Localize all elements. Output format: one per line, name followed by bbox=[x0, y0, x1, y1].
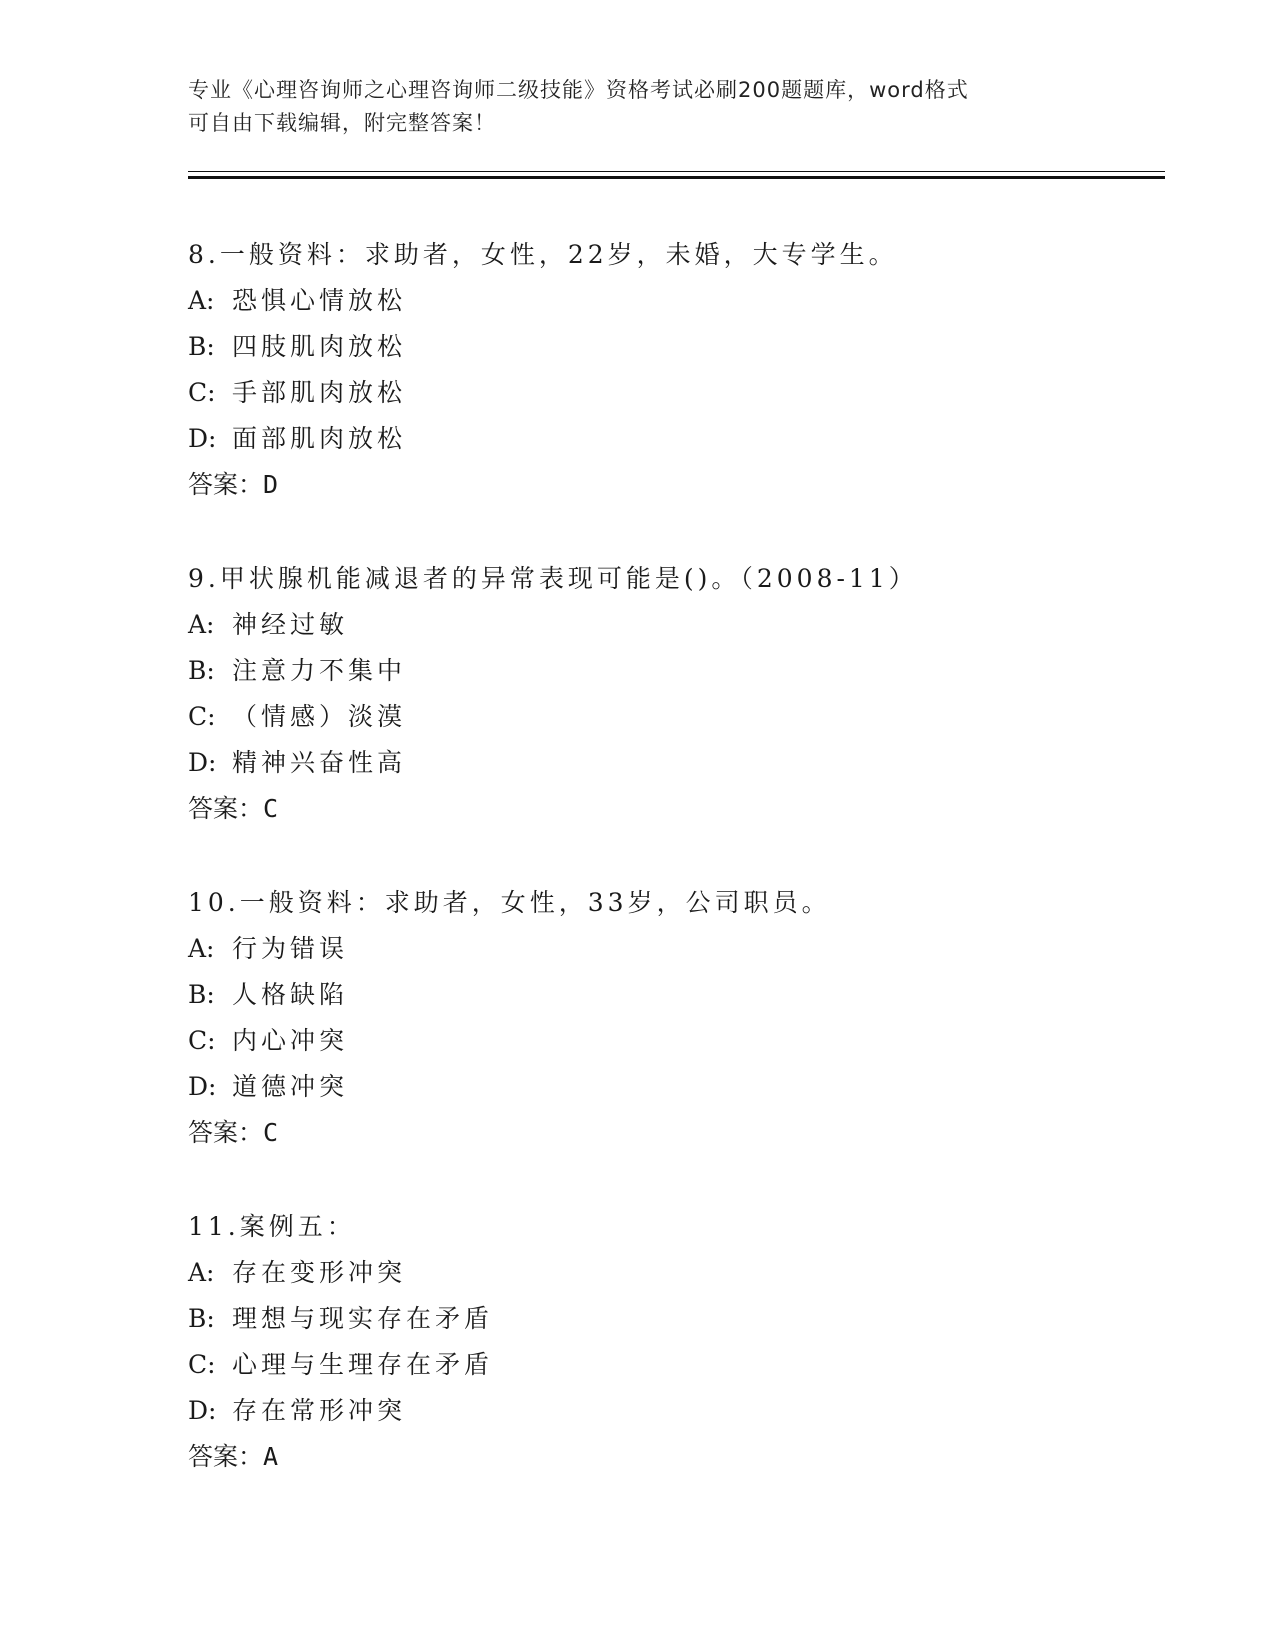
question-list bbox=[188, 238, 1168, 1534]
option-a bbox=[188, 932, 1168, 978]
question-11 bbox=[188, 1210, 1168, 1486]
option-d bbox=[188, 746, 1168, 792]
option-text: 行为错误 bbox=[232, 934, 349, 963]
option-text: 手部肌肉放松 bbox=[232, 378, 407, 407]
answer-label: 答案： bbox=[188, 470, 264, 499]
header-divider-thin bbox=[188, 171, 1165, 172]
option-key: D: bbox=[188, 748, 217, 777]
option-b bbox=[188, 654, 1168, 700]
question-8 bbox=[188, 238, 1168, 514]
option-b bbox=[188, 1302, 1168, 1348]
option-key: A: bbox=[188, 286, 215, 315]
answer-line bbox=[188, 792, 1168, 838]
option-a bbox=[188, 608, 1168, 654]
option-key: C: bbox=[188, 1026, 216, 1055]
option-key: A: bbox=[188, 1258, 215, 1287]
answer-label: 答案： bbox=[188, 1118, 264, 1147]
option-text: 四肢肌肉放松 bbox=[232, 332, 407, 361]
option-key: A: bbox=[188, 610, 215, 639]
option-text: 注意力不集中 bbox=[232, 656, 407, 685]
question-stem: 11.案例五： bbox=[188, 1212, 356, 1241]
option-text: 存在变形冲突 bbox=[232, 1258, 407, 1287]
option-key: A: bbox=[188, 934, 215, 963]
option-b bbox=[188, 330, 1168, 376]
question-10 bbox=[188, 886, 1168, 1162]
option-key: C: bbox=[188, 378, 216, 407]
answer-label: 答案： bbox=[188, 794, 264, 823]
question-stem: 9.甲状腺机能减退者的异常表现可能是()。（2008-11） bbox=[188, 564, 918, 593]
option-text: 面部肌肉放松 bbox=[232, 424, 407, 453]
option-d bbox=[188, 1394, 1168, 1440]
option-c bbox=[188, 1348, 1168, 1394]
option-text: 内心冲突 bbox=[232, 1026, 349, 1055]
option-a bbox=[188, 1256, 1168, 1302]
option-text: 道德冲突 bbox=[232, 1072, 349, 1101]
document-header bbox=[188, 74, 1088, 140]
option-text: 心理与生理存在矛盾 bbox=[232, 1350, 494, 1379]
option-c bbox=[188, 700, 1168, 746]
question-stem: 8.一般资料：求助者，女性，22岁，未婚，大专学生。 bbox=[188, 240, 898, 269]
answer-label: 答案： bbox=[188, 1442, 264, 1471]
option-key: B: bbox=[188, 1304, 215, 1333]
option-key: C: bbox=[188, 702, 216, 731]
header-title-line-1: 专业《心理咨询师之心理咨询师二级技能》资格考试必刷200题题库，word格式 bbox=[188, 78, 969, 102]
option-text: 神经过敏 bbox=[232, 610, 349, 639]
option-a bbox=[188, 284, 1168, 330]
option-text: 恐惧心情放松 bbox=[232, 286, 407, 315]
answer-value: A bbox=[263, 1442, 279, 1471]
option-d bbox=[188, 422, 1168, 468]
answer-line bbox=[188, 1116, 1168, 1162]
option-key: D: bbox=[188, 1396, 217, 1425]
answer-value: C bbox=[263, 1118, 279, 1147]
option-c bbox=[188, 376, 1168, 422]
question-9 bbox=[188, 562, 1168, 838]
option-key: B: bbox=[188, 332, 215, 361]
option-key: D: bbox=[188, 1072, 217, 1101]
answer-line bbox=[188, 468, 1168, 514]
option-text: 精神兴奋性高 bbox=[232, 748, 407, 777]
option-key: B: bbox=[188, 656, 215, 685]
option-text: 存在常形冲突 bbox=[232, 1396, 407, 1425]
answer-value: C bbox=[263, 794, 279, 823]
option-key: D: bbox=[188, 424, 217, 453]
option-key: B: bbox=[188, 980, 215, 1009]
header-divider-thick bbox=[188, 176, 1165, 179]
option-key: C: bbox=[188, 1350, 216, 1379]
option-text: （情感）淡漠 bbox=[232, 702, 407, 731]
option-text: 人格缺陷 bbox=[232, 980, 349, 1009]
answer-line bbox=[188, 1440, 1168, 1486]
question-stem: 10.一般资料：求助者，女性，33岁，公司职员。 bbox=[188, 888, 831, 917]
option-text: 理想与现实存在矛盾 bbox=[232, 1304, 494, 1333]
answer-value: D bbox=[263, 470, 279, 499]
option-d bbox=[188, 1070, 1168, 1116]
header-title-line-2: 可自由下载编辑，附完整答案！ bbox=[188, 111, 496, 135]
option-c bbox=[188, 1024, 1168, 1070]
option-b bbox=[188, 978, 1168, 1024]
